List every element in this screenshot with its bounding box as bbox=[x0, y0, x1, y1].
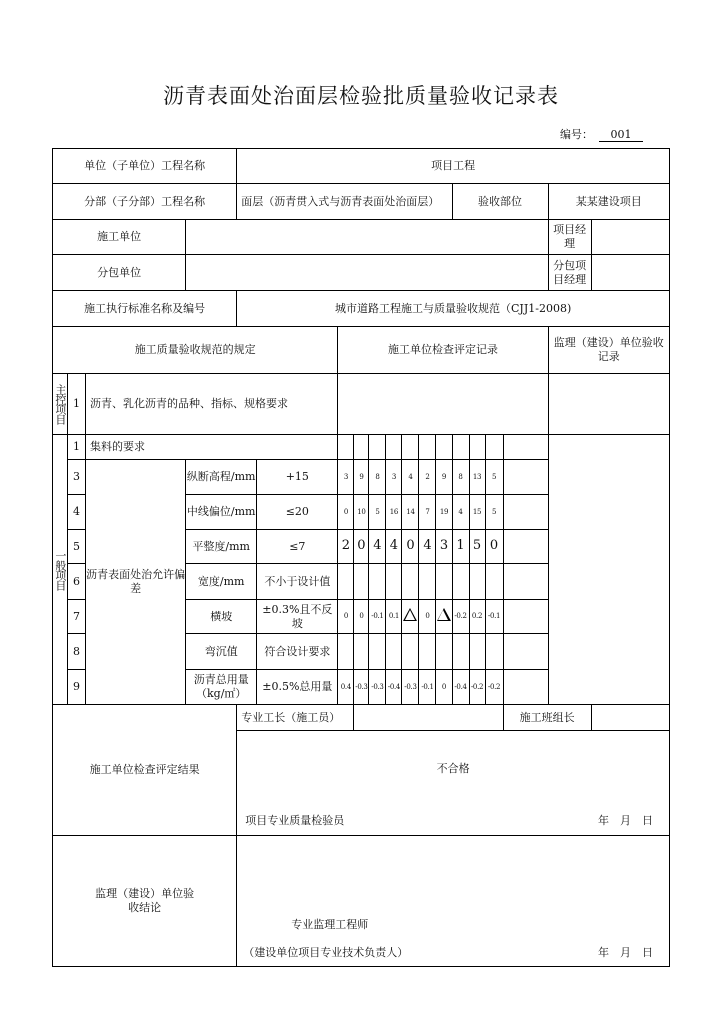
value-cell[interactable]: 10 bbox=[354, 495, 369, 530]
inspector-label: 项目专业质量检验员 bbox=[245, 813, 345, 827]
unit-project-label: 单位（子单位）工程名称 bbox=[53, 149, 237, 184]
value-cell[interactable]: 9 bbox=[436, 460, 452, 495]
value-cell[interactable] bbox=[452, 634, 469, 670]
value-cell[interactable]: 5 bbox=[469, 530, 485, 564]
general-supervision-record[interactable] bbox=[548, 435, 669, 705]
value-cell[interactable]: -0.2 bbox=[485, 670, 503, 705]
row-item-name: 弯沉值 bbox=[186, 634, 257, 670]
value-cell[interactable]: -0.3 bbox=[369, 670, 386, 705]
general-items-label: 一般项目 bbox=[53, 435, 68, 705]
row-no: 5 bbox=[68, 530, 86, 564]
value-cell[interactable] bbox=[419, 564, 436, 600]
value-cell[interactable]: 15 bbox=[469, 495, 485, 530]
check-result-value[interactable]: 不合格 bbox=[237, 731, 670, 807]
value-cell[interactable] bbox=[402, 564, 419, 600]
value-cell[interactable] bbox=[469, 634, 485, 670]
triangle-mark-cell[interactable] bbox=[436, 600, 452, 634]
subcontract-unit-value[interactable] bbox=[186, 255, 548, 291]
acceptance-part-label: 验收部位 bbox=[452, 184, 548, 220]
value-cell[interactable]: 0 bbox=[485, 530, 503, 564]
value-cell[interactable] bbox=[452, 564, 469, 600]
row-item-name: 沥青总用量（kg/㎡） bbox=[186, 670, 257, 705]
value-cell[interactable] bbox=[369, 435, 386, 460]
value-cell[interactable]: 0.2 bbox=[469, 600, 485, 634]
value-cell[interactable] bbox=[402, 634, 419, 670]
inspection-form-table bbox=[52, 148, 670, 967]
row-no: 4 bbox=[68, 495, 86, 530]
subdivision-value[interactable]: 面层（沥青贯入式与沥青表面处治面层） bbox=[237, 184, 452, 220]
row-tolerance: 不小于设计值 bbox=[257, 564, 338, 600]
empty-cell[interactable] bbox=[503, 564, 548, 600]
value-cell[interactable] bbox=[338, 634, 354, 670]
value-cell[interactable] bbox=[469, 564, 485, 600]
value-cell[interactable]: 5 bbox=[485, 495, 503, 530]
value-cell[interactable]: -0.2 bbox=[452, 600, 469, 634]
triangle-warning-icon bbox=[403, 608, 417, 621]
value-cell[interactable] bbox=[436, 564, 452, 600]
row-no: 8 bbox=[68, 634, 86, 670]
supervision-tech-lead-label: （建设单位项目专业技术负责人） bbox=[243, 945, 409, 959]
value-cell[interactable] bbox=[354, 634, 369, 670]
value-cell[interactable]: 16 bbox=[386, 495, 402, 530]
construction-check-label: 施工单位检查评定结果 bbox=[53, 705, 237, 836]
row-item-name: 中线偏位/mm bbox=[186, 495, 257, 530]
supervision-date-label: 年 月 日 bbox=[598, 945, 653, 959]
serial-number bbox=[560, 126, 643, 142]
value-cell[interactable]: 3 bbox=[338, 460, 354, 495]
value-cell[interactable]: -0.3 bbox=[354, 670, 369, 705]
value-cell[interactable] bbox=[419, 435, 436, 460]
value-cell[interactable]: 4 bbox=[452, 495, 469, 530]
value-cell[interactable]: -0.1 bbox=[419, 670, 436, 705]
supervision-conclusion-label: 监理（建设）单位验收结论 bbox=[53, 835, 237, 966]
value-cell[interactable]: 4 bbox=[419, 530, 436, 564]
empty-cell[interactable] bbox=[503, 495, 548, 530]
check-record-column-header: 施工单位检查评定记录 bbox=[338, 327, 548, 374]
supervision-column-header: 监理（建设）单位验收记录 bbox=[548, 327, 669, 374]
main-control-supervision-record[interactable] bbox=[548, 374, 669, 435]
value-cell[interactable]: 4 bbox=[386, 530, 402, 564]
serial-label: 编号： bbox=[560, 128, 593, 141]
subcontract-manager-label: 分包项目经理 bbox=[548, 255, 591, 291]
general-item-no: 1 bbox=[68, 435, 86, 460]
subcontract-manager-value[interactable] bbox=[591, 255, 669, 291]
spec-column-header: 施工质量验收规范的规定 bbox=[53, 327, 338, 374]
value-cell[interactable]: -0.4 bbox=[386, 670, 402, 705]
value-cell[interactable]: 0 bbox=[419, 600, 436, 634]
value-cell[interactable] bbox=[485, 435, 503, 460]
value-cell[interactable]: -0.4 bbox=[452, 670, 469, 705]
value-cell[interactable] bbox=[369, 564, 386, 600]
value-cell[interactable]: 3 bbox=[386, 460, 402, 495]
value-cell[interactable]: -0.1 bbox=[485, 600, 503, 634]
value-cell[interactable]: -0.3 bbox=[402, 670, 419, 705]
standard-value[interactable]: 城市道路工程施工与质量验收规范（CJJ1-2008) bbox=[237, 291, 670, 327]
value-cell[interactable]: 19 bbox=[436, 495, 452, 530]
standard-label: 施工执行标准名称及编号 bbox=[53, 291, 237, 327]
team-leader-value[interactable] bbox=[591, 705, 669, 731]
value-cell[interactable]: 13 bbox=[469, 460, 485, 495]
value-cell[interactable]: 7 bbox=[419, 495, 436, 530]
row-tolerance: 符合设计要求 bbox=[257, 634, 338, 670]
row-tolerance: ≤20 bbox=[257, 495, 338, 530]
value-cell[interactable] bbox=[452, 435, 469, 460]
serial-value[interactable]: 001 bbox=[599, 128, 643, 142]
row-tolerance: ≤7 bbox=[257, 530, 338, 564]
value-cell[interactable] bbox=[469, 435, 485, 460]
inspector-signature-row[interactable] bbox=[237, 807, 670, 836]
triangle-mark-cell[interactable] bbox=[402, 600, 419, 634]
value-cell[interactable] bbox=[485, 564, 503, 600]
empty-cell[interactable] bbox=[503, 670, 548, 705]
value-cell[interactable]: 3 bbox=[436, 530, 452, 564]
general-item-text: 集料的要求 bbox=[86, 435, 338, 460]
project-manager-label: 项目经理 bbox=[548, 220, 591, 255]
value-cell[interactable] bbox=[386, 435, 402, 460]
foreman-label: 专业工长（施工员） bbox=[237, 705, 354, 731]
value-cell[interactable] bbox=[354, 435, 369, 460]
value-cell[interactable]: 8 bbox=[369, 460, 386, 495]
value-cell[interactable]: 5 bbox=[369, 495, 386, 530]
empty-cell[interactable] bbox=[503, 435, 548, 460]
supervision-engineer-label: 专业监理工程师 bbox=[291, 917, 369, 931]
value-cell[interactable] bbox=[338, 564, 354, 600]
row-no: 3 bbox=[68, 460, 86, 495]
value-cell[interactable]: 0.4 bbox=[338, 670, 354, 705]
inspector-date-label: 年 月 日 bbox=[598, 813, 653, 827]
supervision-signature-area[interactable] bbox=[237, 835, 670, 966]
value-cell[interactable]: 0 bbox=[338, 495, 354, 530]
row-item-name: 纵断高程/mm bbox=[186, 460, 257, 495]
value-cell[interactable]: 4 bbox=[402, 460, 419, 495]
page-title: 沥青表面处治面层检验批质量验收记录表 bbox=[163, 84, 559, 108]
value-cell[interactable]: -0.1 bbox=[369, 600, 386, 634]
value-cell[interactable] bbox=[436, 435, 452, 460]
value-cell[interactable] bbox=[338, 435, 354, 460]
value-cell[interactable]: 0 bbox=[436, 670, 452, 705]
value-cell[interactable]: -0.2 bbox=[469, 670, 485, 705]
value-cell[interactable]: 0 bbox=[402, 530, 419, 564]
subcontract-unit-label: 分包单位 bbox=[53, 255, 186, 291]
value-cell[interactable]: 0.1 bbox=[386, 600, 402, 634]
row-no: 7 bbox=[68, 600, 86, 634]
value-cell[interactable]: 1 bbox=[452, 530, 469, 564]
row-tolerance: ±0.5%总用量 bbox=[257, 670, 338, 705]
value-cell[interactable] bbox=[485, 634, 503, 670]
row-tolerance: ±0.3%且不反坡 bbox=[257, 600, 338, 634]
empty-cell[interactable] bbox=[503, 530, 548, 564]
row-item-name: 平整度/mm bbox=[186, 530, 257, 564]
row-no: 6 bbox=[68, 564, 86, 600]
value-cell[interactable] bbox=[386, 634, 402, 670]
empty-cell[interactable] bbox=[503, 460, 548, 495]
value-cell[interactable] bbox=[419, 634, 436, 670]
unit-project-value[interactable]: 项目工程 bbox=[237, 149, 670, 184]
value-cell[interactable]: 2 bbox=[419, 460, 436, 495]
main-control-item-no: 1 bbox=[68, 374, 86, 435]
row-item-name: 宽度/mm bbox=[186, 564, 257, 600]
value-cell[interactable] bbox=[402, 435, 419, 460]
empty-cell[interactable] bbox=[503, 600, 548, 634]
row-tolerance: +15 bbox=[257, 460, 338, 495]
main-control-item-text: 沥青、乳化沥青的品种、指标、规格要求 bbox=[86, 374, 338, 435]
project-manager-value[interactable] bbox=[591, 220, 669, 255]
construction-unit-value[interactable] bbox=[186, 220, 548, 255]
value-cell[interactable]: 8 bbox=[452, 460, 469, 495]
value-cell[interactable]: 0 bbox=[354, 530, 369, 564]
team-leader-label: 施工班组长 bbox=[503, 705, 591, 731]
value-cell[interactable]: 0 bbox=[354, 600, 369, 634]
value-cell[interactable]: 2 bbox=[338, 530, 354, 564]
value-cell[interactable] bbox=[436, 634, 452, 670]
main-control-label: 主控项目 bbox=[53, 374, 68, 435]
subdivision-label: 分部（子分部）工程名称 bbox=[53, 184, 237, 220]
value-cell[interactable]: 5 bbox=[485, 460, 503, 495]
row-no: 9 bbox=[68, 670, 86, 705]
value-cell[interactable]: 0 bbox=[338, 600, 354, 634]
empty-cell[interactable] bbox=[503, 634, 548, 670]
triangle-warning-icon bbox=[437, 608, 451, 621]
acceptance-part-value[interactable]: 某某建设项目 bbox=[548, 184, 669, 220]
value-cell[interactable] bbox=[354, 564, 369, 600]
foreman-value[interactable] bbox=[354, 705, 503, 731]
row-item-name: 横坡 bbox=[186, 600, 257, 634]
deviation-group-label: 沥青表面处治允许偏差 bbox=[86, 460, 186, 705]
main-control-check-record[interactable] bbox=[338, 374, 548, 435]
construction-unit-label: 施工单位 bbox=[53, 220, 186, 255]
value-cell[interactable]: 14 bbox=[402, 495, 419, 530]
value-cell[interactable]: 4 bbox=[369, 530, 386, 564]
value-cell[interactable]: 9 bbox=[354, 460, 369, 495]
value-cell[interactable] bbox=[386, 564, 402, 600]
value-cell[interactable] bbox=[369, 634, 386, 670]
